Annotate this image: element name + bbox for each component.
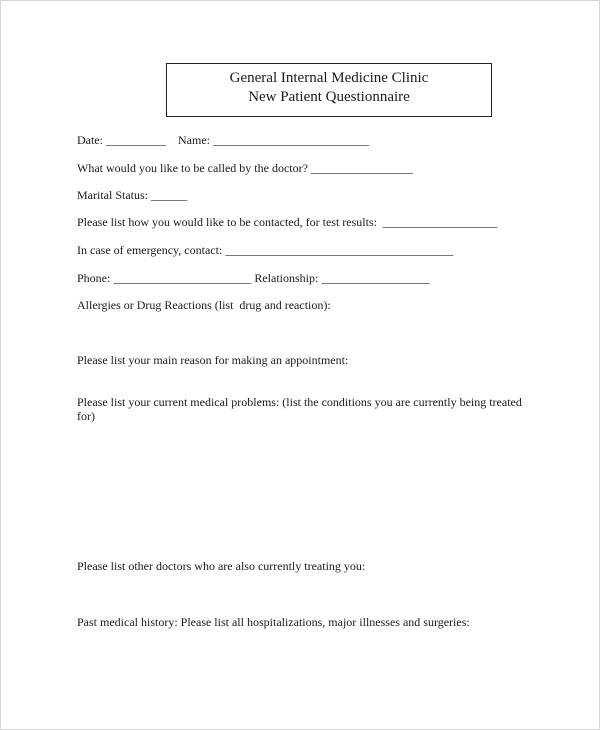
past-history-prompt: Past medical history: Please list all hospitalizations, major illnesses and surgeries: — [77, 615, 470, 629]
title-box — [166, 63, 492, 117]
date-name-field[interactable]: Date: __________ Name: __________________________ — [77, 133, 369, 147]
marital-status-field[interactable]: Marital Status: ______ — [77, 188, 187, 202]
allergies-prompt: Allergies or Drug Reactions (list drug and reaction): — [77, 298, 331, 312]
clinic-name: General Internal Medicine Clinic — [229, 70, 429, 86]
form-title: New Patient Questionnaire — [248, 89, 410, 105]
phone-relationship-field[interactable]: Phone: _______________________ Relationship: __________________ — [77, 271, 430, 285]
called-by-field[interactable]: What would you like to be called by the doctor? _________________ — [77, 161, 413, 175]
medical-problems-prompt: Please list your current medical problems: (list the conditions you are currently being treated for) — [77, 395, 522, 423]
emergency-contact-field[interactable]: In case of emergency, contact: ______________________________________ — [77, 243, 454, 257]
main-reason-prompt: Please list your main reason for making an appointment: — [77, 353, 349, 367]
other-doctors-prompt: Please list other doctors who are also currently treating you: — [77, 559, 366, 573]
contact-method-field[interactable]: Please list how you would like to be contacted, for test results: ___________________ — [77, 215, 497, 229]
